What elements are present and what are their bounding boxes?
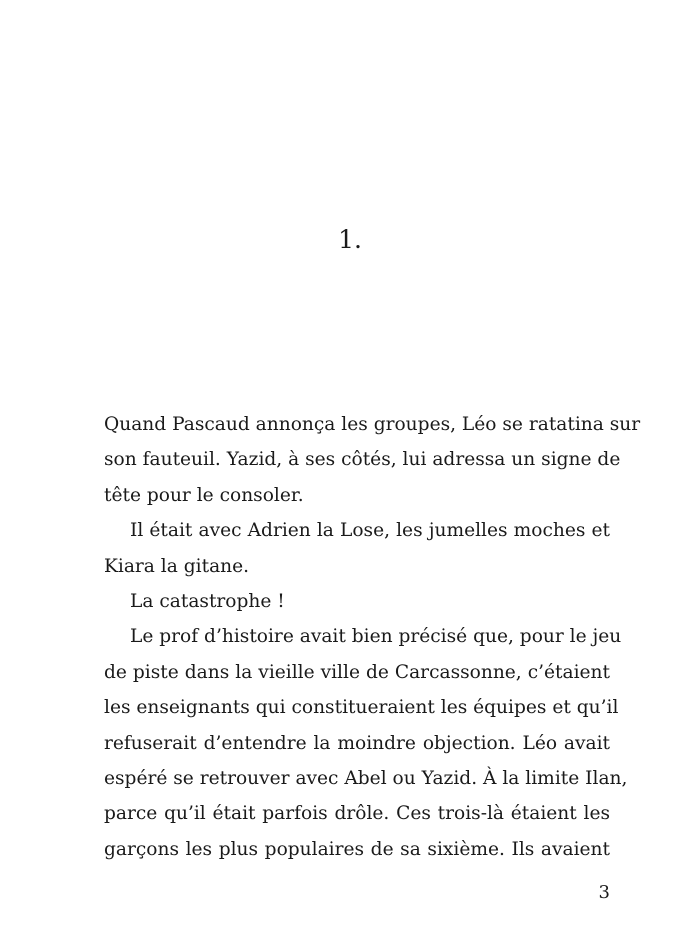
text-line: refuserait d’entendre la moindre objection. Léo avait [104,732,610,754]
text-line: La catastrophe ! [130,590,285,612]
body-text [104,407,641,867]
text-line: parce qu’il était parfois drôle. Ces trois-là étaient les [104,803,610,825]
text-line: son fauteuil. Yazid, à ses côtés, lui adressa un signe de [104,449,621,471]
page-number: 3 [598,882,610,903]
chapter-number: 1. [338,225,362,254]
text-line: tête pour le consoler. [104,484,304,506]
text-line: Quand Pascaud annonça les groupes, Léo se ratatina sur [104,414,641,435]
text-line: garçons les plus populaires de sa sixième. Ils avaient [104,838,610,860]
text-line: Il était avec Adrien la Lose, les jumelles moches et [130,520,610,542]
text-line: Le prof d’histoire avait bien précisé que, pour le jeu [130,626,622,648]
text-line: Kiara la gitane. [104,555,250,577]
text-line: les enseignants qui constitueraient les équipes et qu’il [104,697,619,719]
text-line: de piste dans la vieille ville de Carcassonne, c’étaient [104,661,610,683]
text-line: espéré se retrouver avec Abel ou Yazid. À la limite Ilan, [104,767,628,789]
